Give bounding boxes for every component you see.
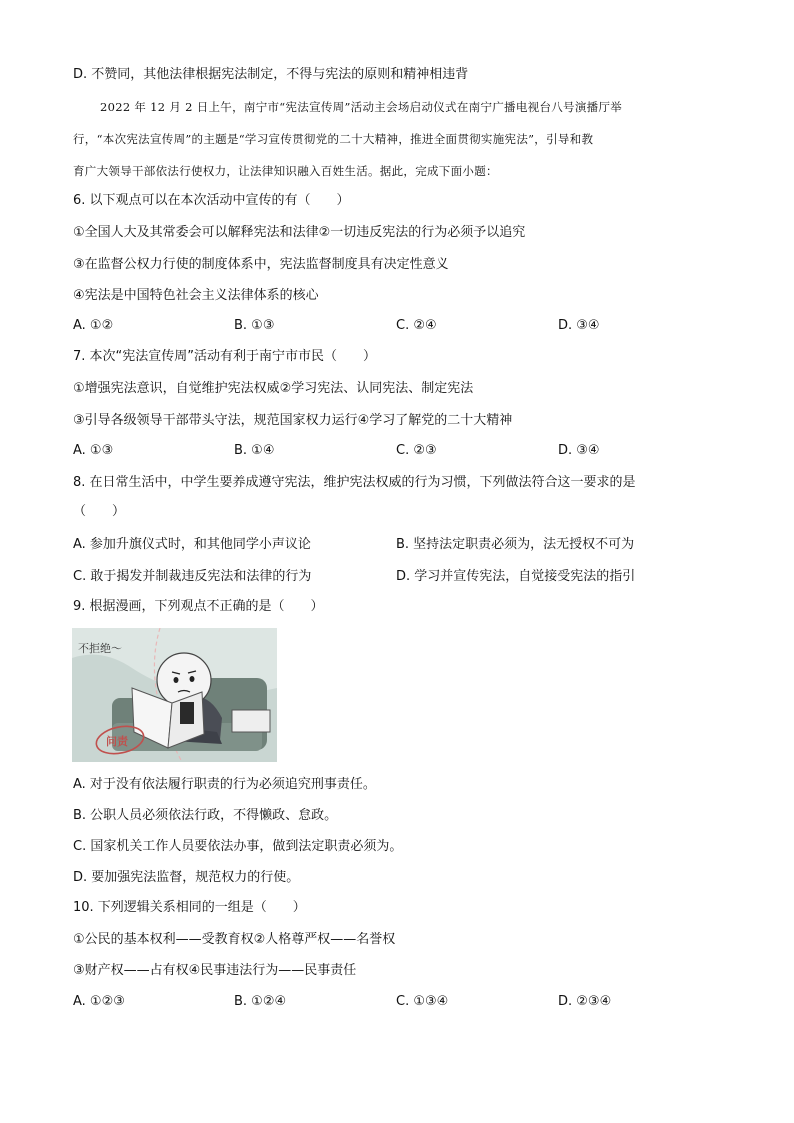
q10-statement-1: ①公民的基本权利——受教育权②人格尊严权——名誉权 [73,932,396,947]
q9-option-d: D. 要加强宪法监督，规范权力的行使。 [73,870,300,885]
intro-line-2: 行，“本次宪法宣传周”的主题是“学习宣传贯彻党的二十大精神，推进全面贯彻实施宪法”，引导和教 [73,132,594,146]
q10-option-a: A. ①②③ [73,994,125,1009]
q6-option-d: D. ③④ [558,318,600,333]
q8-stem-bracket: （ ） [73,504,126,519]
q10-option-b: B. ①②④ [234,994,287,1009]
q9-option-a: A. 对于没有依法履行职责的行为必须追究刑事责任。 [73,777,376,792]
q10-option-c: C. ①③④ [396,994,449,1009]
q8-option-a: A. 参加升旗仪式时，和其他同学小声议论 [73,537,311,552]
q6-statement-2: ③在监督公权力行使的制度体系中，宪法监督制度具有决定性意义 [73,257,449,272]
q8-stem: 8. 在日常生活中，中学生要养成遵守宪法，维护宪法权威的行为习惯，下列做法符合这一要求的是 [73,475,636,490]
q7-option-b: B. ①④ [234,443,275,458]
q8-option-d: D. 学习并宣传宪法，自觉接受宪法的指引 [396,569,636,584]
intro-line-1: 2022 年 12 月 2 日上午，南宁市“宪法宣传周”活动主会场启动仪式在南宁广播电视台八号演播厅举 [100,100,623,114]
q7-option-c: C. ②③ [396,443,437,458]
q6-statement-1: ①全国人大及其常委会可以解释宪法和法律②一切违反宪法的行为必须予以追究 [73,225,526,240]
cartoon-caption-1: 不拒绝～ [78,642,122,655]
q5-option-d: D. 不赞同，其他法律根据宪法制定，不得与宪法的原则和精神相违背 [73,67,469,82]
q7-statement-2: ③引导各级领导干部带头守法，规范国家权力运行④学习了解党的二十大精神 [73,413,513,428]
q8-option-c: C. 敢于揭发并制裁违反宪法和法律的行为 [73,569,312,584]
q6-statement-3: ④宪法是中国特色社会主义法律体系的核心 [73,288,319,303]
stamp-text: 问责 [106,735,128,748]
q10-stem: 10. 下列逻辑关系相同的一组是（ ） [73,900,306,915]
q8-option-b: B. 坚持法定职责必须为，法无授权不可为 [396,537,635,552]
q6-option-a: A. ①② [73,318,114,333]
q9-option-c: C. 国家机关工作人员要依法办事，做到法定职责必须为。 [73,839,403,854]
q9-option-b: B. 公职人员必须依法行政，不得懒政、怠政。 [73,808,338,823]
cartoon-image [72,628,277,762]
q9-stem: 9. 根据漫画，下列观点不正确的是（ ） [73,599,324,614]
q7-statement-1: ①增强宪法意识，自觉维护宪法权威②学习宪法、认同宪法、制定宪法 [73,381,474,396]
q6-option-b: B. ①③ [234,318,275,333]
q6-option-c: C. ②④ [396,318,437,333]
q10-statement-2: ③财产权——占有权④民事违法行为——民事责任 [73,963,357,978]
q7-option-d: D. ③④ [558,443,600,458]
q10-option-d: D. ②③④ [558,994,612,1009]
q7-option-a: A. ①③ [73,443,114,458]
q7-stem: 7. 本次“宪法宣传周”活动有利于南宁市市民（ ） [73,349,377,364]
intro-line-3: 育广大领导干部依法行使权力，让法律知识融入百姓生活。据此，完成下面小题： [73,164,498,178]
q6-stem: 6. 以下观点可以在本次活动中宣传的有（ ） [73,193,350,208]
